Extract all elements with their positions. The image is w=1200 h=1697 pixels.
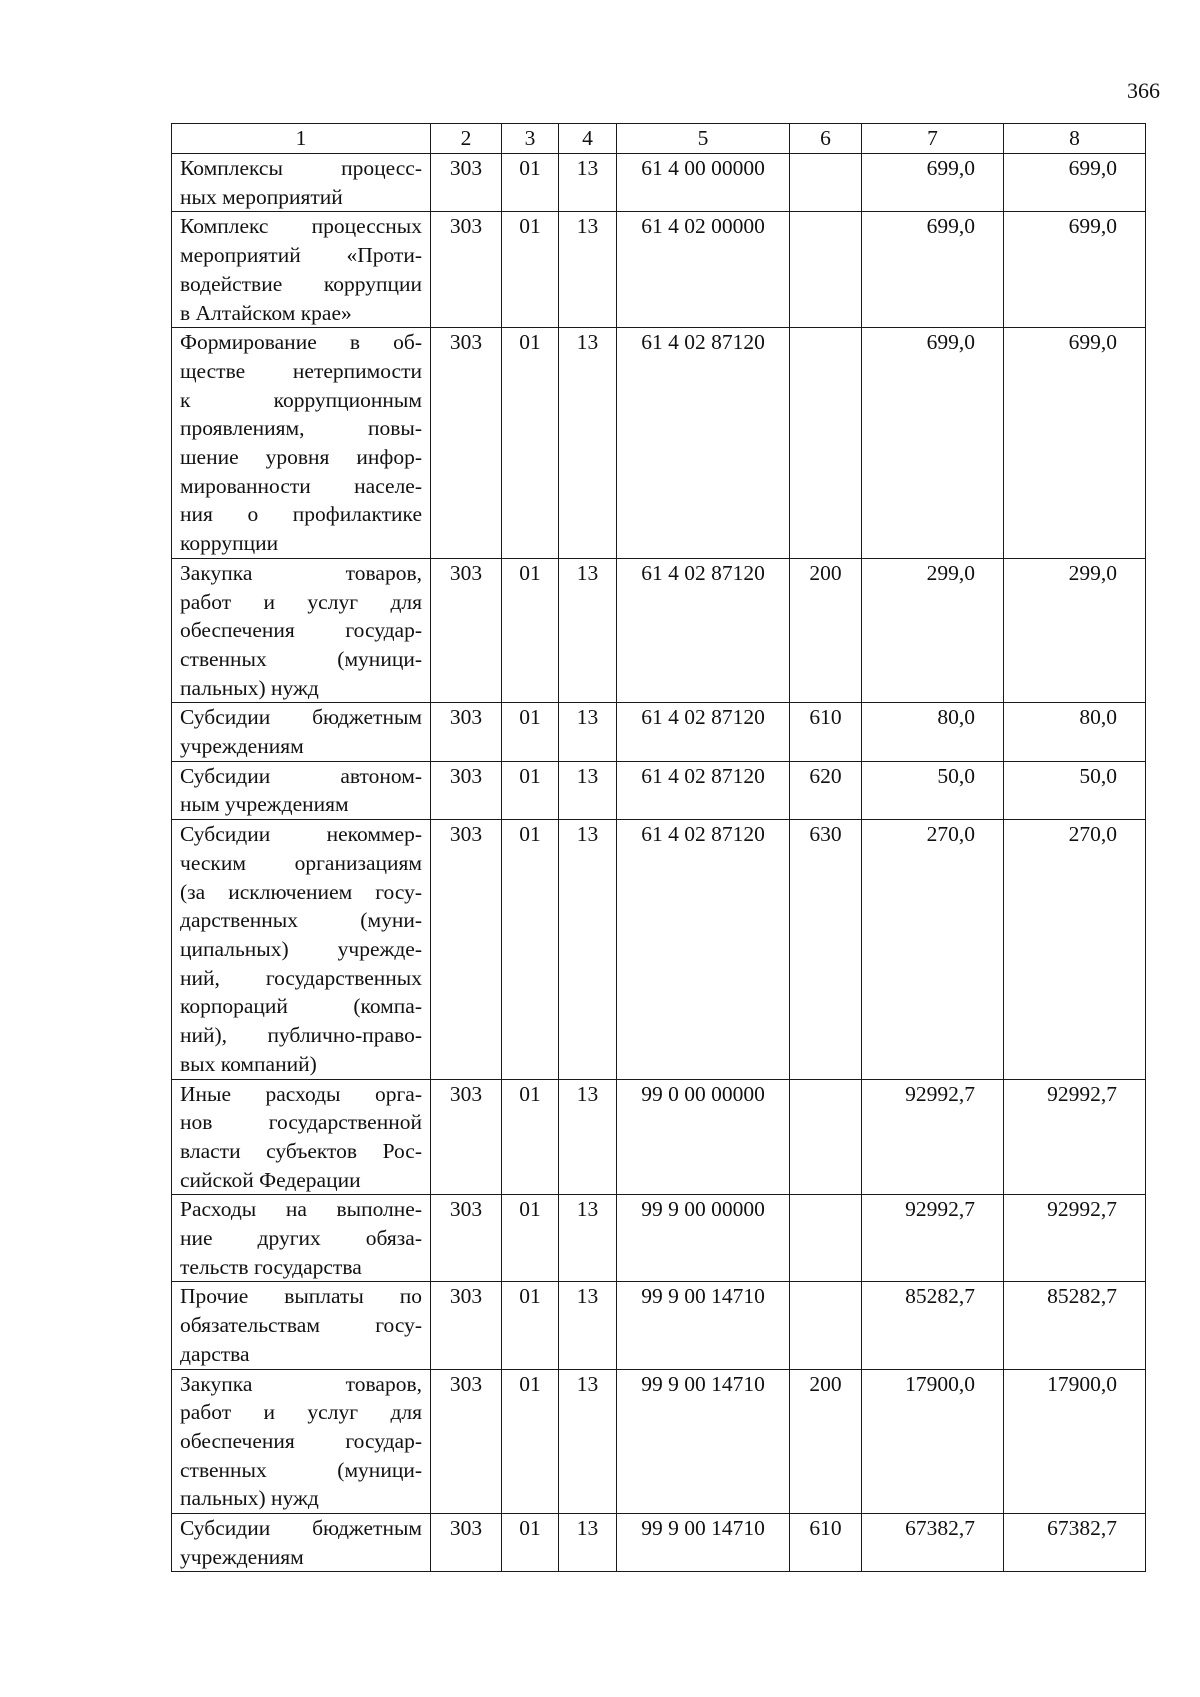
cell-ministry: 303 — [431, 703, 502, 761]
cell-target-item: 99 9 00 14710 — [617, 1369, 790, 1514]
cell-subsection: 13 — [559, 154, 617, 212]
description-line: учреждениям — [180, 734, 304, 759]
cell-expense-type: 620 — [790, 761, 862, 819]
cell-amount-year-1: 270,0 — [862, 820, 1004, 1079]
description-line: Комплекс процессных — [180, 214, 422, 239]
cell-section: 01 — [502, 328, 559, 559]
cell-subsection: 13 — [559, 558, 617, 703]
cell-amount-year-1: 50,0 — [862, 761, 1004, 819]
cell-amount-year-2: 17900,0 — [1004, 1369, 1146, 1514]
header-cell: 4 — [559, 124, 617, 154]
cell-target-item: 61 4 02 87120 — [617, 328, 790, 559]
description-line: шение уровня инфор- — [180, 445, 422, 470]
cell-subsection: 13 — [559, 1195, 617, 1282]
cell-amount-year-2: 67382,7 — [1004, 1514, 1146, 1572]
cell-ministry: 303 — [431, 1282, 502, 1369]
cell-expense-type — [790, 154, 862, 212]
budget-table — [171, 123, 1146, 1572]
cell-target-item: 61 4 02 87120 — [617, 703, 790, 761]
cell-expense-type: 200 — [790, 1369, 862, 1514]
row-description — [172, 703, 431, 761]
description-line: ных мероприятий — [180, 184, 343, 209]
description-line: Иные расходы орга- — [180, 1081, 422, 1106]
cell-subsection: 13 — [559, 820, 617, 1079]
description-line: тельств государства — [180, 1254, 362, 1279]
table-header-row — [172, 124, 1146, 154]
cell-expense-type — [790, 328, 862, 559]
description-line: учреждениям — [180, 1544, 304, 1569]
description-line: сийской Федерации — [180, 1167, 361, 1192]
cell-amount-year-2: 299,0 — [1004, 558, 1146, 703]
row-description — [172, 1369, 431, 1514]
table-row — [172, 154, 1146, 212]
description-line: Комплексы процесс- — [180, 156, 422, 180]
cell-target-item: 61 4 02 00000 — [617, 212, 790, 328]
cell-section: 01 — [502, 820, 559, 1079]
description-line: мированности населе- — [180, 473, 422, 498]
cell-section: 01 — [502, 1079, 559, 1195]
cell-section: 01 — [502, 1369, 559, 1514]
cell-expense-type: 200 — [790, 558, 862, 703]
cell-amount-year-1: 17900,0 — [862, 1369, 1004, 1514]
description-line: (за исключением госу- — [180, 879, 422, 904]
cell-subsection: 13 — [559, 761, 617, 819]
cell-section: 01 — [502, 558, 559, 703]
description-line: Прочие выплаты по — [180, 1284, 422, 1309]
cell-amount-year-1: 80,0 — [862, 703, 1004, 761]
description-line: ческим организациям — [180, 850, 422, 875]
cell-expense-type — [790, 1282, 862, 1369]
description-line: корпораций (компа- — [180, 994, 422, 1019]
cell-target-item: 61 4 02 87120 — [617, 820, 790, 1079]
description-line: обеспечения государ- — [180, 618, 422, 643]
cell-amount-year-1: 92992,7 — [862, 1079, 1004, 1195]
table-row — [172, 212, 1146, 328]
description-line: ципальных) учрежде- — [180, 936, 422, 961]
cell-subsection: 13 — [559, 703, 617, 761]
row-description — [172, 558, 431, 703]
cell-ministry: 303 — [431, 212, 502, 328]
table-row — [172, 328, 1146, 559]
cell-target-item: 99 9 00 14710 — [617, 1282, 790, 1369]
cell-amount-year-2: 80,0 — [1004, 703, 1146, 761]
cell-section: 01 — [502, 154, 559, 212]
description-line: ным учреждениям — [180, 792, 349, 817]
cell-expense-type: 630 — [790, 820, 862, 1079]
table-row — [172, 1514, 1146, 1572]
page-number: 366 — [1127, 78, 1160, 103]
row-description — [172, 212, 431, 328]
description-line: проявлениям, повы- — [180, 416, 422, 441]
table-row — [172, 1195, 1146, 1282]
cell-ministry: 303 — [431, 328, 502, 559]
table-row — [172, 761, 1146, 819]
row-description — [172, 1079, 431, 1195]
cell-target-item: 99 9 00 14710 — [617, 1514, 790, 1572]
cell-expense-type — [790, 212, 862, 328]
description-line: Расходы на выполне- — [180, 1197, 422, 1222]
cell-ministry: 303 — [431, 761, 502, 819]
header-cell: 8 — [1004, 124, 1146, 154]
cell-section: 01 — [502, 1195, 559, 1282]
description-line: водействие коррупции — [180, 271, 422, 296]
row-description — [172, 328, 431, 559]
cell-amount-year-2: 50,0 — [1004, 761, 1146, 819]
cell-amount-year-2: 92992,7 — [1004, 1079, 1146, 1195]
cell-amount-year-1: 699,0 — [862, 328, 1004, 559]
cell-ministry: 303 — [431, 1079, 502, 1195]
table-row — [172, 1282, 1146, 1369]
table-row — [172, 558, 1146, 703]
cell-amount-year-2: 699,0 — [1004, 212, 1146, 328]
cell-section: 01 — [502, 1514, 559, 1572]
description-line: нов государственной — [180, 1110, 422, 1135]
description-line: мероприятий «Проти- — [180, 243, 422, 268]
row-description — [172, 1514, 431, 1572]
description-line: Субсидии бюджетным — [180, 1516, 422, 1541]
cell-amount-year-1: 92992,7 — [862, 1195, 1004, 1282]
cell-amount-year-1: 699,0 — [862, 212, 1004, 328]
cell-expense-type — [790, 1195, 862, 1282]
description-line: ние других обяза- — [180, 1226, 422, 1251]
cell-amount-year-1: 299,0 — [862, 558, 1004, 703]
cell-ministry: 303 — [431, 154, 502, 212]
description-line: Формирование в об- — [180, 330, 422, 355]
header-cell: 6 — [790, 124, 862, 154]
cell-amount-year-1: 699,0 — [862, 154, 1004, 212]
description-line: ществе нетерпимости — [180, 358, 422, 383]
description-line: вых компаний) — [180, 1051, 317, 1076]
row-description — [172, 154, 431, 212]
header-cell: 2 — [431, 124, 502, 154]
description-line: обеспечения государ- — [180, 1428, 422, 1453]
description-line: работ и услуг для — [180, 1400, 422, 1425]
cell-section: 01 — [502, 703, 559, 761]
cell-subsection: 13 — [559, 1514, 617, 1572]
cell-amount-year-1: 67382,7 — [862, 1514, 1004, 1572]
description-line: коррупции — [180, 531, 279, 556]
row-description — [172, 820, 431, 1079]
row-description — [172, 1282, 431, 1369]
cell-subsection: 13 — [559, 212, 617, 328]
description-line: ственных (муници- — [180, 646, 422, 671]
description-line: Субсидии бюджетным — [180, 705, 422, 730]
cell-amount-year-2: 699,0 — [1004, 154, 1146, 212]
cell-ministry: 303 — [431, 1369, 502, 1514]
description-line: обязательствам госу- — [180, 1313, 422, 1338]
cell-target-item: 61 4 02 87120 — [617, 558, 790, 703]
cell-target-item: 61 4 02 87120 — [617, 761, 790, 819]
cell-amount-year-2: 92992,7 — [1004, 1195, 1146, 1282]
description-line: работ и услуг для — [180, 589, 422, 614]
cell-target-item: 99 9 00 00000 — [617, 1195, 790, 1282]
description-line: Закупка товаров, — [180, 1371, 422, 1396]
cell-target-item: 61 4 00 00000 — [617, 154, 790, 212]
description-line: Закупка товаров, — [180, 560, 422, 585]
cell-ministry: 303 — [431, 1514, 502, 1572]
header-cell: 3 — [502, 124, 559, 154]
cell-subsection: 13 — [559, 328, 617, 559]
table-row — [172, 703, 1146, 761]
header-cell: 7 — [862, 124, 1004, 154]
cell-subsection: 13 — [559, 1079, 617, 1195]
table-row — [172, 1369, 1146, 1514]
description-line: пальных) нужд — [180, 675, 319, 700]
cell-subsection: 13 — [559, 1282, 617, 1369]
description-line: к коррупционным — [180, 387, 422, 412]
cell-expense-type — [790, 1079, 862, 1195]
description-line: власти субъектов Рос- — [180, 1138, 422, 1163]
cell-ministry: 303 — [431, 820, 502, 1079]
description-line: ния о профилактике — [180, 502, 422, 527]
row-description — [172, 1195, 431, 1282]
cell-expense-type: 610 — [790, 703, 862, 761]
description-line: дарства — [180, 1341, 250, 1366]
description-line: ний, государственных — [180, 965, 422, 990]
table-row — [172, 820, 1146, 1079]
cell-target-item: 99 0 00 00000 — [617, 1079, 790, 1195]
header-cell: 1 — [172, 124, 431, 154]
description-line: в Алтайском крае» — [180, 300, 352, 325]
cell-amount-year-2: 270,0 — [1004, 820, 1146, 1079]
row-description — [172, 761, 431, 819]
cell-section: 01 — [502, 761, 559, 819]
cell-subsection: 13 — [559, 1369, 617, 1514]
cell-ministry: 303 — [431, 1195, 502, 1282]
cell-ministry: 303 — [431, 558, 502, 703]
description-line: ственных (муници- — [180, 1457, 422, 1482]
cell-section: 01 — [502, 212, 559, 328]
description-line: пальных) нужд — [180, 1486, 319, 1511]
cell-amount-year-1: 85282,7 — [862, 1282, 1004, 1369]
description-line: ний), публично-право- — [180, 1023, 422, 1048]
table-row — [172, 1079, 1146, 1195]
description-line: Субсидии некоммер- — [180, 822, 422, 847]
cell-amount-year-2: 699,0 — [1004, 328, 1146, 559]
cell-amount-year-2: 85282,7 — [1004, 1282, 1146, 1369]
cell-section: 01 — [502, 1282, 559, 1369]
header-cell: 5 — [617, 124, 790, 154]
description-line: Субсидии автоном- — [180, 763, 422, 788]
cell-expense-type: 610 — [790, 1514, 862, 1572]
description-line: дарственных (муни- — [180, 908, 422, 933]
